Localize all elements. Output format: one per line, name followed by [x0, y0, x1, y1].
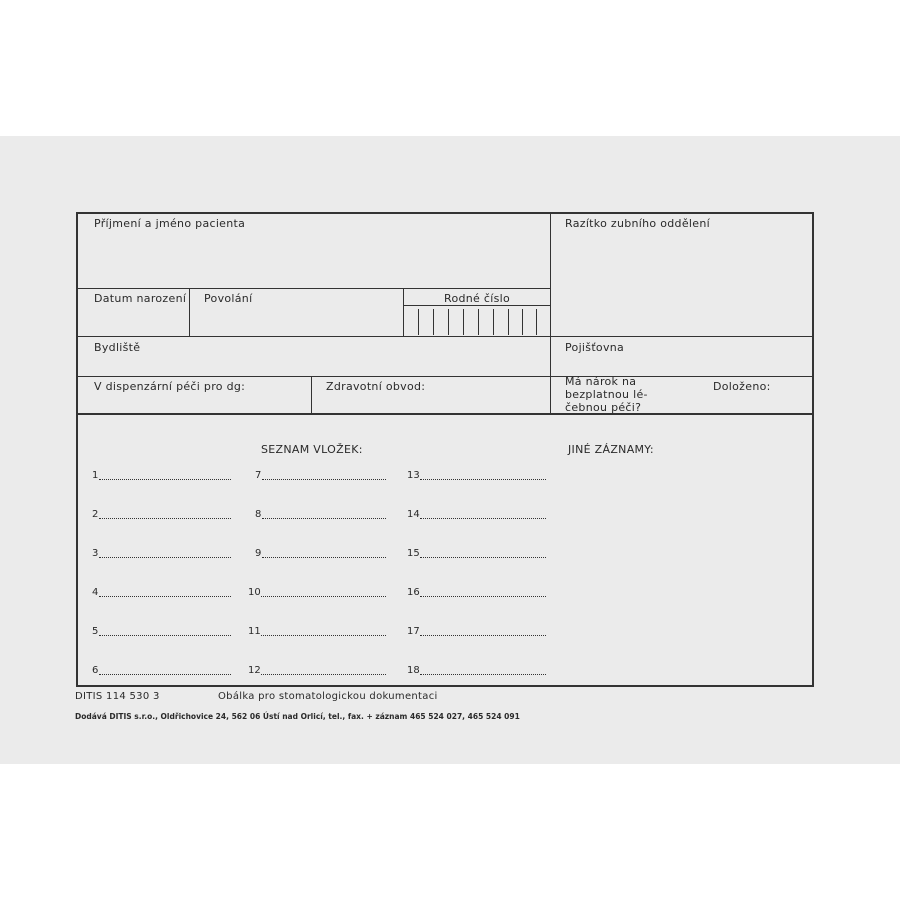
birth-number-cell [508, 309, 523, 335]
birth-number-label: Rodné číslo [444, 292, 511, 305]
insert-number: 4 [92, 587, 99, 598]
insert-number: 1 [92, 470, 99, 481]
insert-line [420, 596, 546, 597]
insurance-label: Pojišťovna [565, 341, 625, 354]
insert-line [99, 635, 231, 636]
birth-number-cell [478, 309, 493, 335]
insert-number: 16 [407, 587, 420, 598]
health-district-label: Zdravotní obvod: [326, 380, 426, 393]
insert-line [420, 557, 546, 558]
insert-number: 13 [407, 470, 420, 481]
insert-line [420, 479, 546, 480]
insert-line [420, 674, 546, 675]
insert-line [261, 674, 386, 675]
inserts-title: SEZNAM VLOŽEK: [261, 443, 363, 456]
free-care-label: Má nárok na bezplatnou lé- čebnou péči? [565, 375, 648, 414]
birth-number-cell [433, 309, 448, 335]
supplier-info: Dodává DITIS s.r.o., Oldřichovice 24, 562 06 Ústí nad Orlicí, tel., fax. + záznam 465 524 027, 465 524 091 [75, 712, 520, 721]
birth-number-cell [418, 309, 433, 335]
divider [77, 288, 551, 289]
insert-number: 6 [92, 665, 99, 676]
divider [77, 376, 813, 377]
insert-number: 3 [92, 548, 99, 559]
insert-number: 9 [255, 548, 262, 559]
insert-line [99, 674, 231, 675]
divider [189, 288, 190, 336]
insert-number: 15 [407, 548, 420, 559]
birth-number-cell [493, 309, 508, 335]
other-records-title: JINÉ ZÁZNAMY: [568, 443, 654, 456]
insert-line [262, 557, 386, 558]
insert-number: 7 [255, 470, 262, 481]
insert-number: 17 [407, 626, 420, 637]
occupation-label: Povolání [204, 292, 253, 305]
insert-line [99, 479, 231, 480]
insert-line [261, 596, 386, 597]
insert-number: 5 [92, 626, 99, 637]
divider [403, 288, 404, 336]
form-frame [76, 212, 814, 687]
insert-line [99, 518, 231, 519]
insert-number: 10 [248, 587, 261, 598]
insert-number: 12 [248, 665, 261, 676]
divider [311, 376, 312, 414]
product-code: DITIS 114 530 3 [75, 691, 160, 702]
insert-number: 8 [255, 509, 262, 520]
dispensary-label: V dispenzární péči pro dg: [94, 380, 246, 393]
insert-line [420, 518, 546, 519]
insert-line [99, 557, 231, 558]
form-title: Obálka pro stomatologickou dokumentaci [218, 691, 438, 702]
insert-number: 2 [92, 509, 99, 520]
insert-number: 18 [407, 665, 420, 676]
divider [77, 336, 813, 337]
patient-name-label: Příjmení a jméno pacienta [94, 217, 246, 230]
divider [403, 305, 551, 306]
birth-number-cell [448, 309, 463, 335]
insert-line [261, 635, 386, 636]
insert-line [262, 518, 386, 519]
divider [77, 413, 813, 415]
insert-line [262, 479, 386, 480]
birth-number-cell [522, 309, 537, 335]
residence-label: Bydliště [94, 341, 141, 354]
insert-line [99, 596, 231, 597]
insert-line [420, 635, 546, 636]
insert-number: 11 [248, 626, 261, 637]
stamp-label: Razítko zubního oddělení [565, 217, 710, 230]
documented-label: Doloženo: [713, 380, 771, 393]
birth-date-label: Datum narození [94, 292, 187, 305]
birth-number-cell [463, 309, 478, 335]
insert-number: 14 [407, 509, 420, 520]
birth-number-cell [536, 309, 551, 335]
